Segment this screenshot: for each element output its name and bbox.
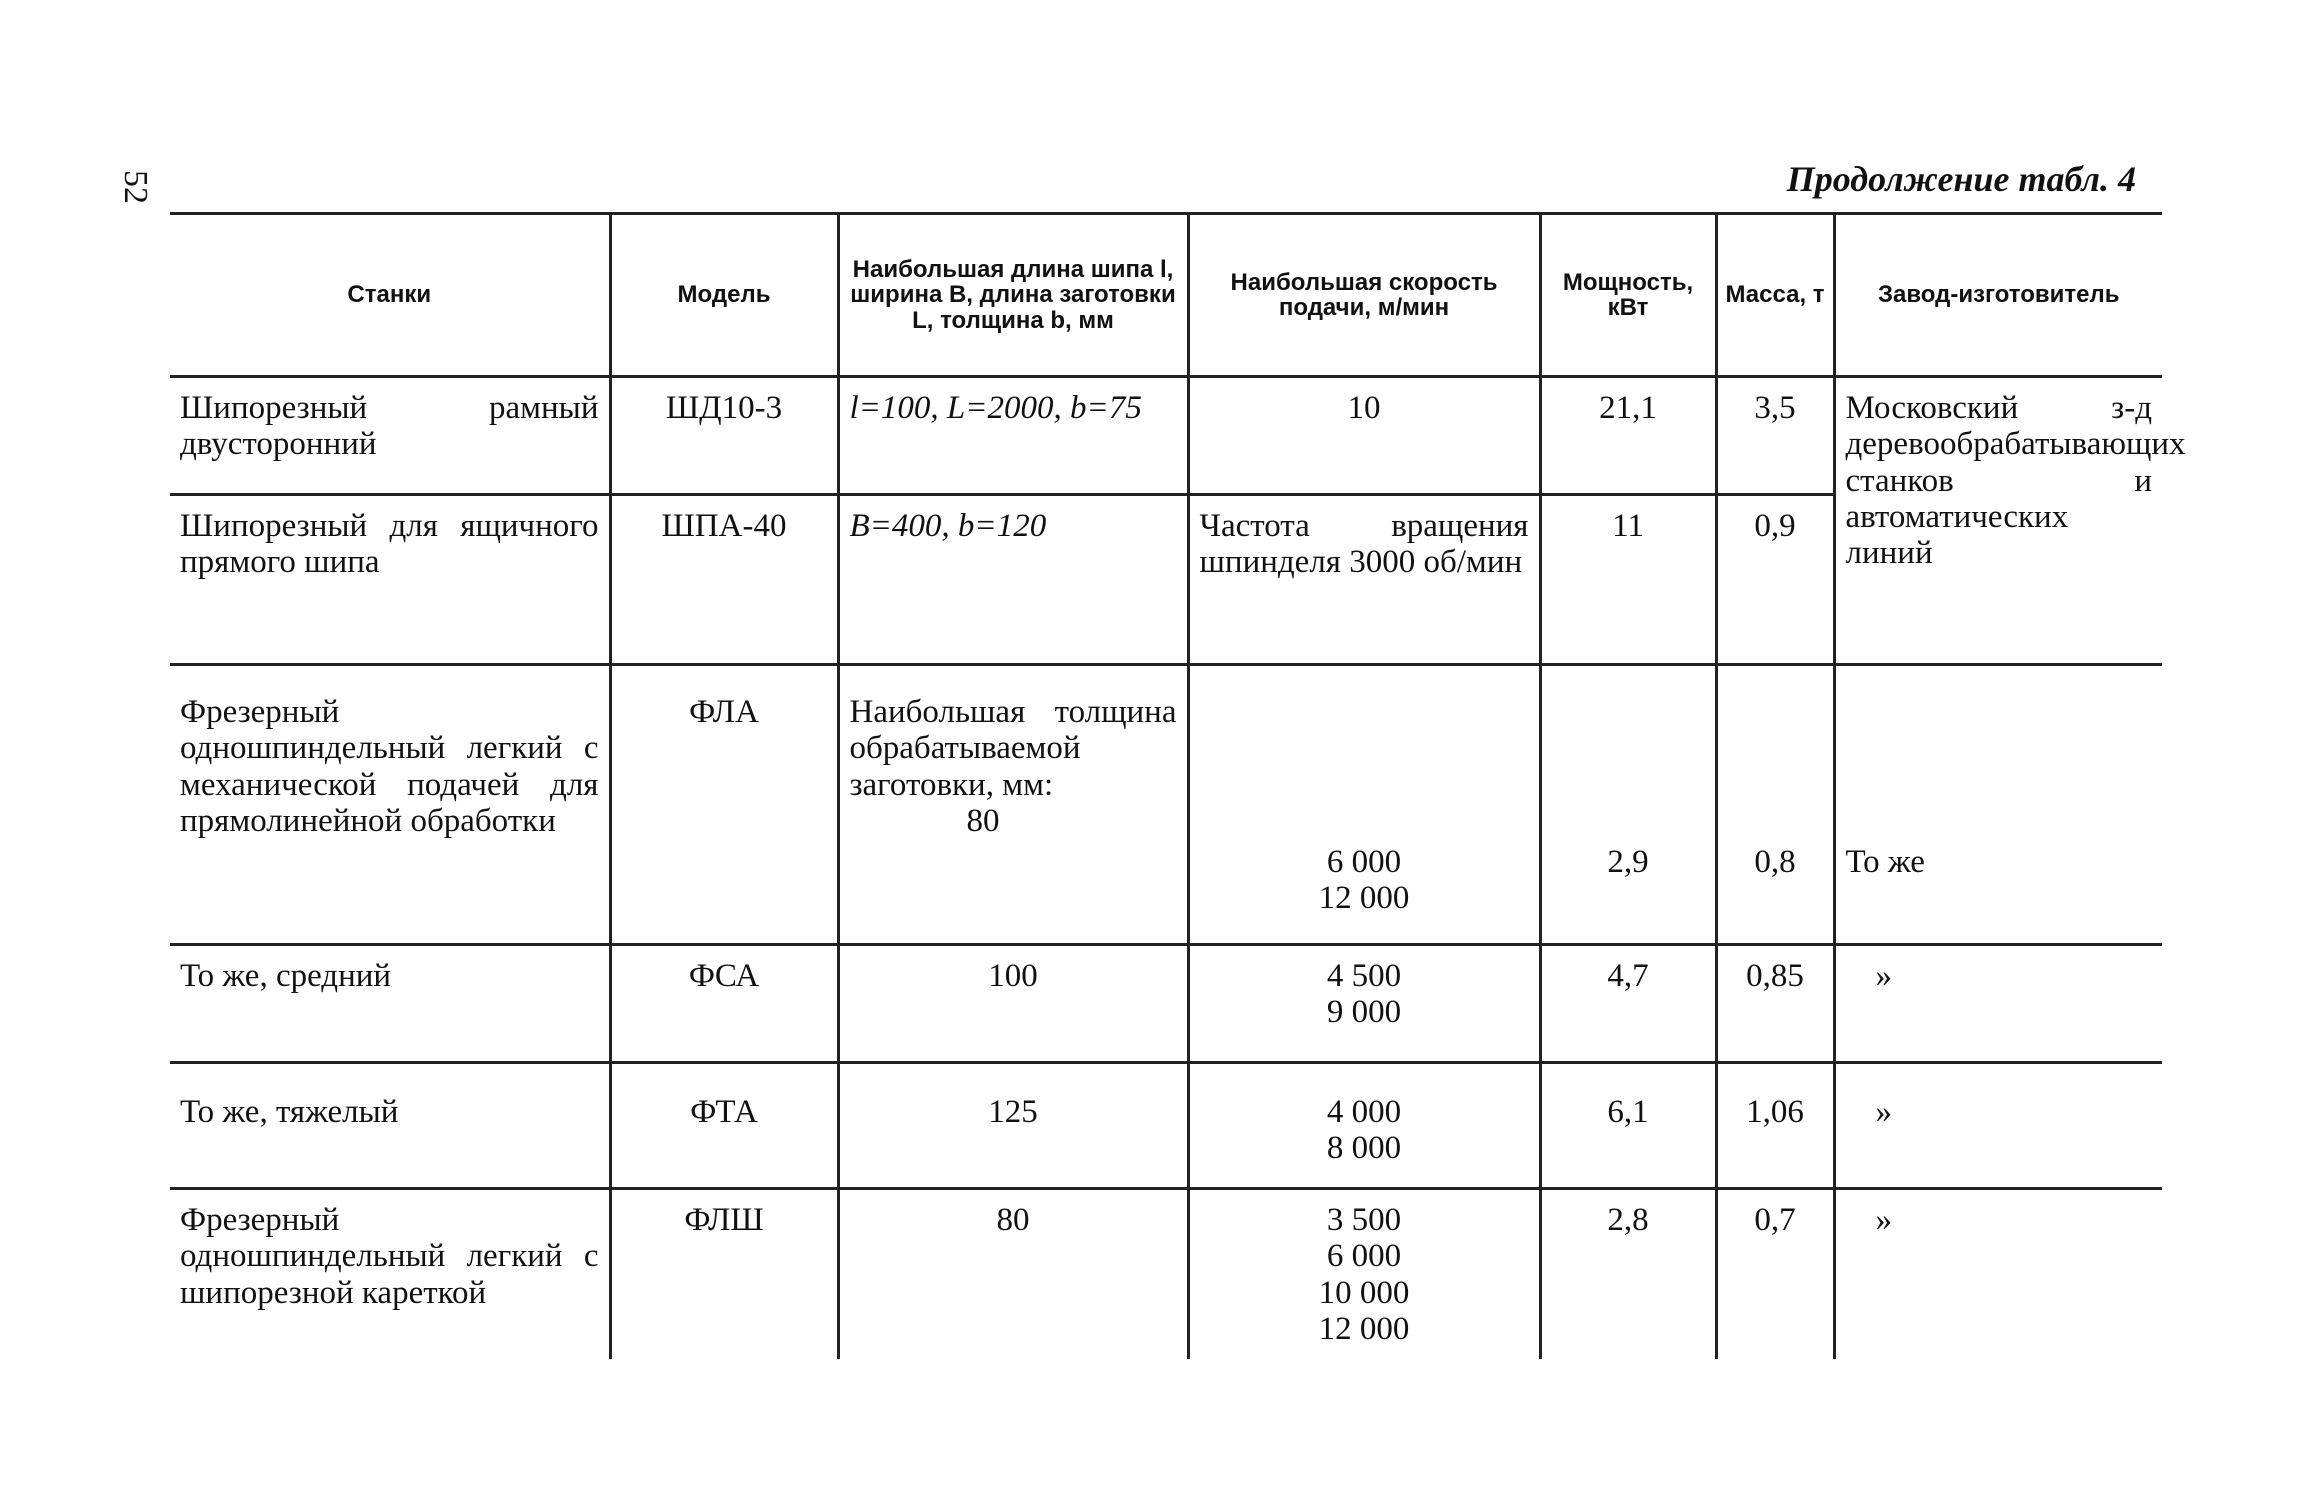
dimensions-cell	[838, 665, 1188, 945]
dimensions-value: 80	[966, 802, 1000, 839]
machines-table	[170, 212, 2186, 1359]
model-cell: ФЛШ	[610, 1189, 838, 1360]
table-row	[170, 665, 2162, 945]
speed-value: 12 000	[1318, 1310, 1410, 1347]
speed-cell	[1188, 945, 1540, 1063]
header-speed: Наибольшая скорость подачи, м/мин	[1188, 214, 1540, 377]
table-continuation-title: Продолжение табл. 4	[1786, 159, 2136, 199]
speed-cell	[1188, 665, 1540, 945]
mass-cell: 0,9	[1716, 495, 1834, 665]
machine-cell: Шипорезный рамный двусторонний	[170, 377, 610, 495]
mass-cell: 3,5	[1716, 377, 1834, 495]
power-cell: 11	[1540, 495, 1716, 665]
table-header-row	[170, 214, 2162, 377]
model-cell: ШД10-3	[610, 377, 838, 495]
page-number: 52	[117, 170, 154, 204]
maker-cell: »	[1834, 945, 2162, 1063]
machine-cell: Фрезерный одношпиндельный легкий с механической подачей для прямолинейной обработки	[170, 665, 610, 945]
mass-cell: 0,85	[1716, 945, 1834, 1063]
model-cell: ФТА	[610, 1063, 838, 1189]
machine-cell: Фрезерный одношпиндельный легкий с шипорезной кареткой	[180, 1202, 599, 1311]
maker-cell: »	[1834, 1063, 2162, 1189]
speed-value: 3 500	[1326, 1202, 1402, 1238]
dimensions-cell: 100	[838, 945, 1188, 1063]
speed-cell: 10	[1188, 377, 1540, 495]
power-cell: 2,8	[1540, 1189, 1716, 1360]
header-maker: Завод-изготовитель	[1834, 214, 2162, 377]
speed-value: 4 000	[1326, 1094, 1402, 1130]
table-row	[170, 945, 2162, 1063]
speed-value: 8 000	[1326, 1130, 1402, 1167]
header-machines: Станки	[170, 214, 610, 377]
dimensions-cell: 125	[838, 1063, 1188, 1189]
mass-cell: 1,06	[1716, 1063, 1834, 1189]
speed-cell: Частота вращения шпинделя 3000 об/мин	[1188, 495, 1540, 665]
maker-cell: То же	[1834, 665, 2162, 945]
maker-cell: Московский з-д деревообрабатывающих станков и автоматических линий	[1834, 377, 2162, 665]
speed-cell	[1188, 1189, 1540, 1360]
header-mass: Масса, т	[1716, 214, 1834, 377]
mass-cell: 0,8	[1716, 665, 1834, 945]
table-row	[170, 1189, 2162, 1360]
model-cell: ФЛА	[610, 665, 838, 945]
header-power: Мощность, кВт	[1540, 214, 1716, 377]
speed-value: 10 000	[1318, 1274, 1410, 1311]
dimensions-cell: 80	[838, 1189, 1188, 1360]
speed-value: 6 000	[1326, 844, 1402, 880]
power-cell: 2,9	[1540, 665, 1716, 945]
speed-value: 12 000	[1318, 880, 1410, 917]
speed-value: 4 500	[1326, 958, 1402, 994]
dimensions-note: Наибольшая толщина обрабатываемой заготовки, мм:	[849, 694, 1177, 803]
dimensions-cell: B=400, b=120	[838, 495, 1188, 665]
machine-cell: То же, средний	[170, 945, 610, 1063]
power-cell: 4,7	[1540, 945, 1716, 1063]
model-cell: ШПА-40	[610, 495, 838, 665]
model-cell: ФСА	[610, 945, 838, 1063]
speed-value: 6 000	[1326, 1238, 1402, 1275]
machine-cell: То же, тяжелый	[170, 1063, 610, 1189]
speed-value: 9 000	[1326, 994, 1402, 1031]
maker-cell: »	[1834, 1189, 2162, 1360]
speed-cell	[1188, 1063, 1540, 1189]
table-row	[170, 377, 2162, 495]
machine-cell: Шипорезный для ящичного прямого шипа	[170, 495, 610, 665]
power-cell: 6,1	[1540, 1063, 1716, 1189]
header-model: Модель	[610, 214, 838, 377]
dimensions-cell: l=100, L=2000, b=75	[838, 377, 1188, 495]
table-row	[170, 1063, 2162, 1189]
header-dimensions: Наибольшая длина шипа l, ширина B, длина заготовки L, толщина b, мм	[838, 214, 1188, 377]
mass-cell: 0,7	[1716, 1189, 1834, 1360]
power-cell: 21,1	[1540, 377, 1716, 495]
